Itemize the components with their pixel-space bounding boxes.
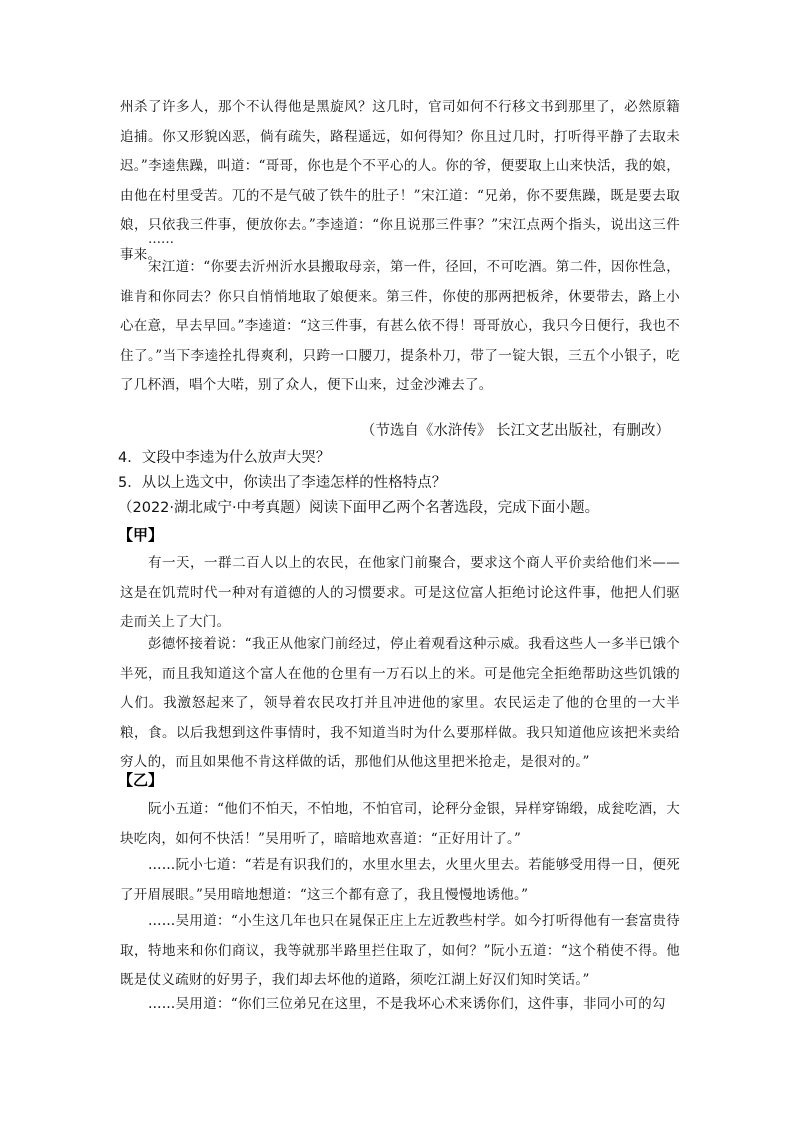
yi-paragraph-3: ……吴用道：“小生这几年也只在晁保正庄上左近教些村学。如今打听得他有一套富贵待取，特地来和你们商议，我等就那半路里拦住取了，如何？”阮小五道：“这个稍使不得。他既是仗义疏财的好男子，我们却去坏他的道路，须吃江湖上好汉们知时笑话。” — [120, 913, 680, 988]
passage-paragraph: 州杀了许多人，那个不认得他是黑旋风？这几时，官司如何不行移文书到那里了，必然原籍追捕。你又形貌凶恶，倘有疏失，路程遥远，如何得知？你且过几时，打听得平静了去取未迟。”李逵焦躁，叫道：“哥哥，你也是个不平心的人。你的爷，便要取上山来快活，我的娘，由他在村里受苦。兀的不是气破了铁牛的肚子！”宋江道：“兄弟，你不要焦躁，既是要去取娘，只依我三件事，便放你去。”李逵道：“你且说那三件事？”宋江点两个指头，说出这三件事来。 — [120, 99, 680, 263]
question-5: 5．从以上选文中，你读出了李逵怎样的性格特点？ — [118, 475, 447, 491]
jia-paragraph-2: 彭德怀接着说：“我正从他家门前经过，停止着观看这种示威。我看这些人一多半已饿个半死，而且我知道这个富人在他的仓里有一万石以上的米。可是他完全拒绝帮助这些饥饿的人们。我激怒起来了，领导着农民攻打并且冲进他的家里。农民运走了他的仓里的一大半粮，食。以后我想到这件事情时，我不知道当时为什么要那样做。我只知道他应该把米卖给穷人的，而且如果他不肯这样做的话，那他们从他这里把米抢走，是很对的。” — [120, 636, 680, 770]
section-label-jia: 【甲】 — [118, 526, 164, 544]
question-4: 4．文段中李逵为什么放声大哭？ — [118, 450, 331, 466]
source-citation: （节选自《水浒传》 长江文艺出版社，有删改） — [360, 423, 670, 439]
yi-paragraph-2: ……阮小七道：“若是有识我们的，水里水里去，火里火里去。若能够受用得一日，便死了开眉展眼。”吴用暗地想道：“这三个都有意了，我且慢慢地诱他。” — [120, 857, 680, 903]
section-label-yi: 【乙】 — [118, 771, 164, 789]
exam-intro: （2022·湖北咸宁·中考真题）阅读下面甲乙两个名著选段，完成下面小题。 — [118, 500, 600, 516]
passage-paragraph-song-jiang: 宋江道：“你要去沂州沂水县搬取母亲，第一件，径回，不可吃酒。第二件，因你性急，谁肯和你同去？你只自悄悄地取了娘便来。第三件，你使的那两把板斧，休要带去，路上小心在意，早去早回。”李逵道：“这三件事，有甚么依不得！哥哥放心，我只今日便行，我也不住了。”当下李逵拴扎得爽利，只跨一口腰刀，提条朴刀，带了一锭大银，三五个小银子，吃了几杯酒，唱个大喏，别了众人，便下山来，过金沙滩去了。 — [120, 259, 680, 393]
yi-paragraph-1: 阮小五道：“他们不怕天，不怕地，不怕官司，论秤分金银，异样穿锦缎，成瓮吃酒，大块吃肉，如何不快活！”吴用听了，暗暗地欢喜道：“正好用计了。” — [120, 801, 680, 847]
yi-paragraph-4: ……吴用道：“你们三位弟兄在这里，不是我坏心术来诱你们，这件事，非同小可的勾 — [148, 996, 666, 1012]
jia-paragraph-1: 有一天，一群二百人以上的农民，在他家门前聚合，要求这个商人平价卖给他们米——这是在饥荒时代一种对有道德的人的习惯要求。可是这位富人拒绝讨论这件事，他把人们驱走而关上了大门。 — [120, 555, 680, 630]
ellipsis: …… — [148, 232, 174, 247]
